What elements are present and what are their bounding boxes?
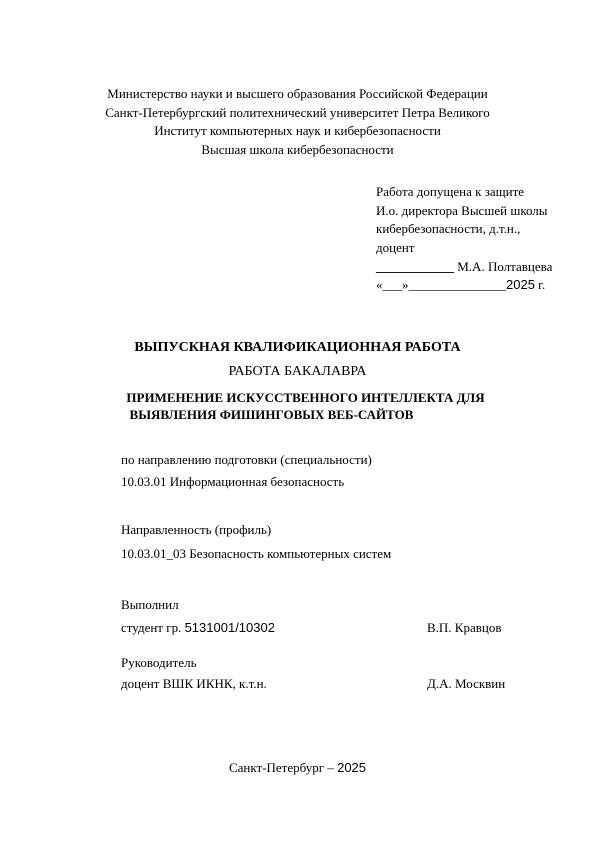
approval-year: 2025 bbox=[506, 277, 535, 292]
author-role bbox=[121, 620, 275, 636]
director-name: М.А. Полтавцева bbox=[454, 259, 553, 274]
supervisor-label: Руководитель bbox=[121, 655, 197, 670]
year-suffix: г. bbox=[534, 277, 546, 292]
approval-line-1: Работа допущена к защите bbox=[376, 184, 525, 199]
profile-label: Направленность (профиль) bbox=[121, 522, 272, 537]
degree-title: РАБОТА БАКАЛАВРА bbox=[228, 364, 367, 379]
city-year-line bbox=[0, 760, 595, 776]
approval-line-3: кибербезопасности, д.т.н., bbox=[376, 221, 521, 236]
date-close-quote: » bbox=[402, 277, 409, 292]
ministry-line: Министерство науки и высшего образования Российской Федерации bbox=[107, 86, 488, 101]
supervisor-role: доцент ВШК ИКНК, к.т.н. bbox=[121, 676, 267, 691]
signature-blank: ____________ bbox=[376, 259, 454, 274]
approval-line-2: И.о. директора Высшей школы bbox=[376, 203, 548, 218]
approval-line-4: доцент bbox=[376, 240, 415, 255]
direction-value: 10.03.01 Информационная безопасность bbox=[121, 474, 345, 489]
university-line: Санкт-Петербургский политехнический университет Петра Великого bbox=[105, 105, 490, 120]
day-blank: ___ bbox=[382, 277, 402, 292]
director-signature-line bbox=[376, 259, 552, 275]
institute-line: Институт компьютерных наук и кибербезопасности bbox=[154, 123, 441, 138]
footer-year: 2025 bbox=[337, 760, 367, 775]
profile-value: 10.03.01_03 Безопасность компьютерных систем bbox=[121, 546, 392, 561]
author-group: 5131001/10302 bbox=[184, 620, 275, 635]
author-label: Выполнил bbox=[121, 597, 179, 612]
direction-label: по направлению подготовки (специальности) bbox=[121, 452, 372, 467]
topic-line-1: ПРИМЕНЕНИЕ ИСКУССТВЕННОГО ИНТЕЛЛЕКТА ДЛЯ bbox=[126, 390, 485, 405]
city: Санкт-Петербург – bbox=[228, 760, 338, 775]
topic-line-2: ВЫЯВЛЕНИЯ ФИШИНГОВЫХ ВЕБ-САЙТОВ bbox=[129, 407, 414, 422]
month-blank: _______________ bbox=[408, 277, 506, 292]
supervisor-name: Д.А. Москвин bbox=[427, 676, 506, 691]
school-line: Высшая школа кибербезопасности bbox=[201, 142, 394, 157]
author-name: В.П. Кравцов bbox=[427, 620, 502, 635]
work-type-title: ВЫПУСКНАЯ КВАЛИФИКАЦИОННАЯ РАБОТА bbox=[134, 340, 461, 355]
approval-date-line bbox=[376, 277, 545, 293]
date-open-quote: « bbox=[376, 277, 383, 292]
author-role-prefix: студент гр. bbox=[121, 620, 185, 635]
